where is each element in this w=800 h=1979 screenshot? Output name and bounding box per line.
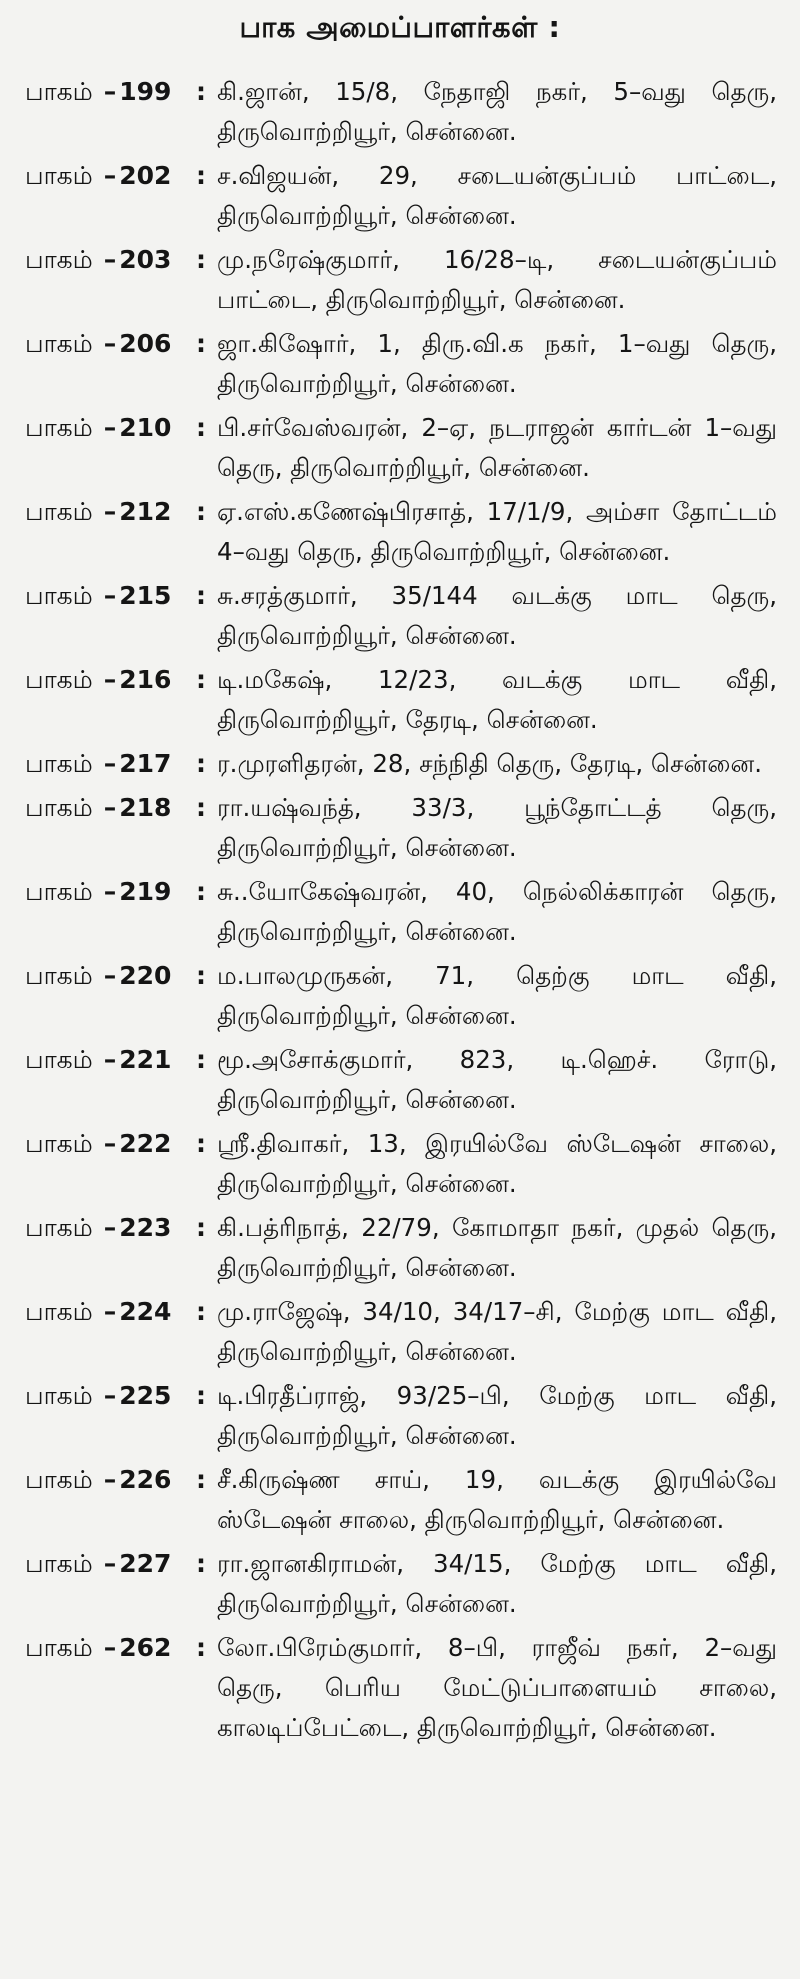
part-dash: –: [103, 329, 117, 358]
part-word: பாகம்: [25, 497, 93, 526]
part-label: [25, 788, 221, 828]
separator-colon: :: [196, 497, 206, 526]
part-label: [25, 1208, 221, 1248]
part-dash: –: [103, 1045, 117, 1074]
part-label: [25, 240, 221, 280]
part-dash: –: [103, 749, 117, 778]
part-label: [25, 72, 221, 112]
separator-colon: :: [196, 581, 206, 610]
part-word: பாகம்: [25, 581, 93, 610]
part-number: 262: [119, 1633, 172, 1662]
part-dash: –: [103, 877, 117, 906]
organizer-address: ம.பாலமுருகன், 71, தெற்கு மாட வீதி, திருவொற்றியூர், சென்னை.: [217, 961, 777, 1030]
part-dash: –: [103, 581, 117, 610]
list-item: [0, 1628, 800, 1748]
part-label: [25, 1544, 221, 1584]
organizer-address: ரா.யஷ்வந்த், 33/3, பூந்தோட்டத் தெரு, திருவொற்றியூர், சென்னை.: [217, 793, 777, 862]
part-number: 203: [119, 245, 172, 274]
part-word: பாகம்: [25, 1297, 93, 1326]
part-dash: –: [103, 1129, 117, 1158]
part-word: பாகம்: [25, 877, 93, 906]
part-number: 206: [119, 329, 172, 358]
separator-colon: :: [196, 877, 206, 906]
part-dash: –: [103, 1381, 117, 1410]
part-dash: –: [103, 77, 117, 106]
entries-list: [0, 72, 800, 1752]
separator-colon: :: [196, 793, 206, 822]
part-number: 223: [119, 1213, 172, 1242]
part-label: [25, 744, 221, 784]
separator-colon: :: [196, 961, 206, 990]
part-number: 217: [119, 749, 172, 778]
part-number: 216: [119, 665, 172, 694]
list-item: [0, 744, 800, 784]
separator-colon: :: [196, 1549, 206, 1578]
part-number: 202: [119, 161, 172, 190]
part-label: [25, 156, 221, 196]
list-item: [0, 1460, 800, 1540]
list-item: [0, 492, 800, 572]
part-word: பாகம்: [25, 1549, 93, 1578]
list-item: [0, 1124, 800, 1204]
part-dash: –: [103, 1213, 117, 1242]
part-word: பாகம்: [25, 793, 93, 822]
part-word: பாகம்: [25, 749, 93, 778]
list-item: [0, 240, 800, 320]
separator-colon: :: [196, 1297, 206, 1326]
part-word: பாகம்: [25, 1633, 93, 1662]
part-number: 226: [119, 1465, 172, 1494]
part-label: [25, 1040, 221, 1080]
organizer-address: சு..யோகேஷ்வரன், 40, நெல்லிக்காரன் தெரு, திருவொற்றியூர், சென்னை.: [217, 877, 777, 946]
part-word: பாகம்: [25, 77, 93, 106]
part-label: [25, 408, 221, 448]
list-item: [0, 872, 800, 952]
organizer-address: கி.ஜான், 15/8, நேதாஜி நகர், 5–வது தெரு, திருவொற்றியூர், சென்னை.: [217, 77, 777, 146]
organizer-address: ச.விஜயன், 29, சடையன்குப்பம் பாட்டை, திருவொற்றியூர், சென்னை.: [217, 161, 777, 230]
part-label: [25, 660, 221, 700]
part-word: பாகம்: [25, 665, 93, 694]
list-item: [0, 408, 800, 488]
separator-colon: :: [196, 665, 206, 694]
organizer-address: பி.சர்வேஸ்வரன், 2–ஏ, நடராஜன் கார்டன் 1–வது தெரு, திருவொற்றியூர், சென்னை.: [217, 413, 777, 482]
part-number: 212: [119, 497, 172, 526]
organizer-address: ஏ.எஸ்.கணேஷ்பிரசாத், 17/1/9, அம்சா தோட்டம் 4–வது தெரு, திருவொற்றியூர், சென்னை.: [217, 497, 777, 566]
part-word: பாகம்: [25, 961, 93, 990]
list-item: [0, 1040, 800, 1120]
part-label: [25, 1376, 221, 1416]
part-word: பாகம்: [25, 1213, 93, 1242]
part-word: பாகம்: [25, 1465, 93, 1494]
part-word: பாகம்: [25, 1045, 93, 1074]
list-item: [0, 576, 800, 656]
organizer-address: சு.சரத்குமார், 35/144 வடக்கு மாட தெரு, திருவொற்றியூர், சென்னை.: [217, 581, 777, 650]
separator-colon: :: [196, 1213, 206, 1242]
part-dash: –: [103, 1465, 117, 1494]
part-dash: –: [103, 793, 117, 822]
part-label: [25, 872, 221, 912]
separator-colon: :: [196, 1381, 206, 1410]
list-item: [0, 956, 800, 1036]
page-heading: பாக அமைப்பாளர்கள் :: [239, 10, 561, 44]
list-item: [0, 1376, 800, 1456]
separator-colon: :: [196, 1465, 206, 1494]
part-word: பாகம்: [25, 161, 93, 190]
part-label: [25, 1292, 221, 1332]
part-word: பாகம்: [25, 1381, 93, 1410]
part-number: 210: [119, 413, 172, 442]
part-label: [25, 324, 221, 364]
part-word: பாகம்: [25, 329, 93, 358]
list-item: [0, 1208, 800, 1288]
part-number: 227: [119, 1549, 172, 1578]
organizer-address: ஸ்ரீ.திவாகர், 13, இரயில்வே ஸ்டேஷன் சாலை, திருவொற்றியூர், சென்னை.: [217, 1129, 777, 1198]
part-number: 220: [119, 961, 172, 990]
list-item: [0, 1292, 800, 1372]
part-label: [25, 956, 221, 996]
part-word: பாகம்: [25, 245, 93, 274]
organizer-address: லோ.பிரேம்குமார், 8–பி, ராஜீவ் நகர், 2–வது தெரு, பெரிய மேட்டுப்பாளையம் சாலை, காலடிப்பேட்டை, திருவொற்றியூர், சென்னை.: [217, 1633, 777, 1742]
separator-colon: :: [196, 1633, 206, 1662]
list-item: [0, 788, 800, 868]
part-word: பாகம்: [25, 1129, 93, 1158]
organizer-address: ஜா.கிஷோர், 1, திரு.வி.க நகர், 1–வது தெரு, திருவொற்றியூர், சென்னை.: [217, 329, 777, 398]
part-label: [25, 1628, 221, 1668]
part-number: 222: [119, 1129, 172, 1158]
part-number: 225: [119, 1381, 172, 1410]
part-label: [25, 492, 221, 532]
part-number: 219: [119, 877, 172, 906]
part-dash: –: [103, 1297, 117, 1326]
part-dash: –: [103, 161, 117, 190]
organizer-address: ர.முரளிதரன், 28, சந்நிதி தெரு, தேரடி, சென்னை.: [217, 749, 763, 778]
separator-colon: :: [196, 413, 206, 442]
separator-colon: :: [196, 77, 206, 106]
part-label: [25, 576, 221, 616]
part-number: 215: [119, 581, 172, 610]
list-item: [0, 324, 800, 404]
part-dash: –: [103, 961, 117, 990]
part-dash: –: [103, 1633, 117, 1662]
organizer-address: டி.மகேஷ், 12/23, வடக்கு மாட வீதி, திருவொற்றியூர், தேரடி, சென்னை.: [217, 665, 777, 734]
organizer-address: சீ.கிருஷ்ண சாய், 19, வடக்கு இரயில்வே ஸ்டேஷன் சாலை, திருவொற்றியூர், சென்னை.: [217, 1465, 777, 1534]
part-number: 224: [119, 1297, 172, 1326]
separator-colon: :: [196, 749, 206, 778]
part-dash: –: [103, 245, 117, 274]
part-label: [25, 1124, 221, 1164]
list-item: [0, 72, 800, 152]
organizer-address: கி.பத்ரிநாத், 22/79, கோமாதா நகர், முதல் தெரு, திருவொற்றியூர், சென்னை.: [217, 1213, 777, 1282]
separator-colon: :: [196, 161, 206, 190]
list-item: [0, 156, 800, 236]
part-number: 218: [119, 793, 172, 822]
part-number: 221: [119, 1045, 172, 1074]
part-label: [25, 1460, 221, 1500]
separator-colon: :: [196, 329, 206, 358]
part-number: 199: [119, 77, 172, 106]
organizer-address: டி.பிரதீப்ராஜ், 93/25–பி, மேற்கு மாட வீதி, திருவொற்றியூர், சென்னை.: [217, 1381, 777, 1450]
part-dash: –: [103, 665, 117, 694]
part-dash: –: [103, 497, 117, 526]
separator-colon: :: [196, 1045, 206, 1074]
separator-colon: :: [196, 1129, 206, 1158]
list-item: [0, 1544, 800, 1624]
part-word: பாகம்: [25, 413, 93, 442]
list-item: [0, 660, 800, 740]
organizer-address: மூ.அசோக்குமார், 823, டி.ஹெச். ரோடு, திருவொற்றியூர், சென்னை.: [217, 1045, 777, 1114]
part-dash: –: [103, 413, 117, 442]
organizer-address: மு.நரேஷ்குமார், 16/28–டி, சடையன்குப்பம் பாட்டை, திருவொற்றியூர், சென்னை.: [217, 245, 777, 314]
part-dash: –: [103, 1549, 117, 1578]
separator-colon: :: [196, 245, 206, 274]
organizer-address: ரா.ஜானகிராமன், 34/15, மேற்கு மாட வீதி, திருவொற்றியூர், சென்னை.: [217, 1549, 777, 1618]
organizer-address: மு.ராஜேஷ், 34/10, 34/17–சி, மேற்கு மாட வீதி, திருவொற்றியூர், சென்னை.: [217, 1297, 777, 1366]
